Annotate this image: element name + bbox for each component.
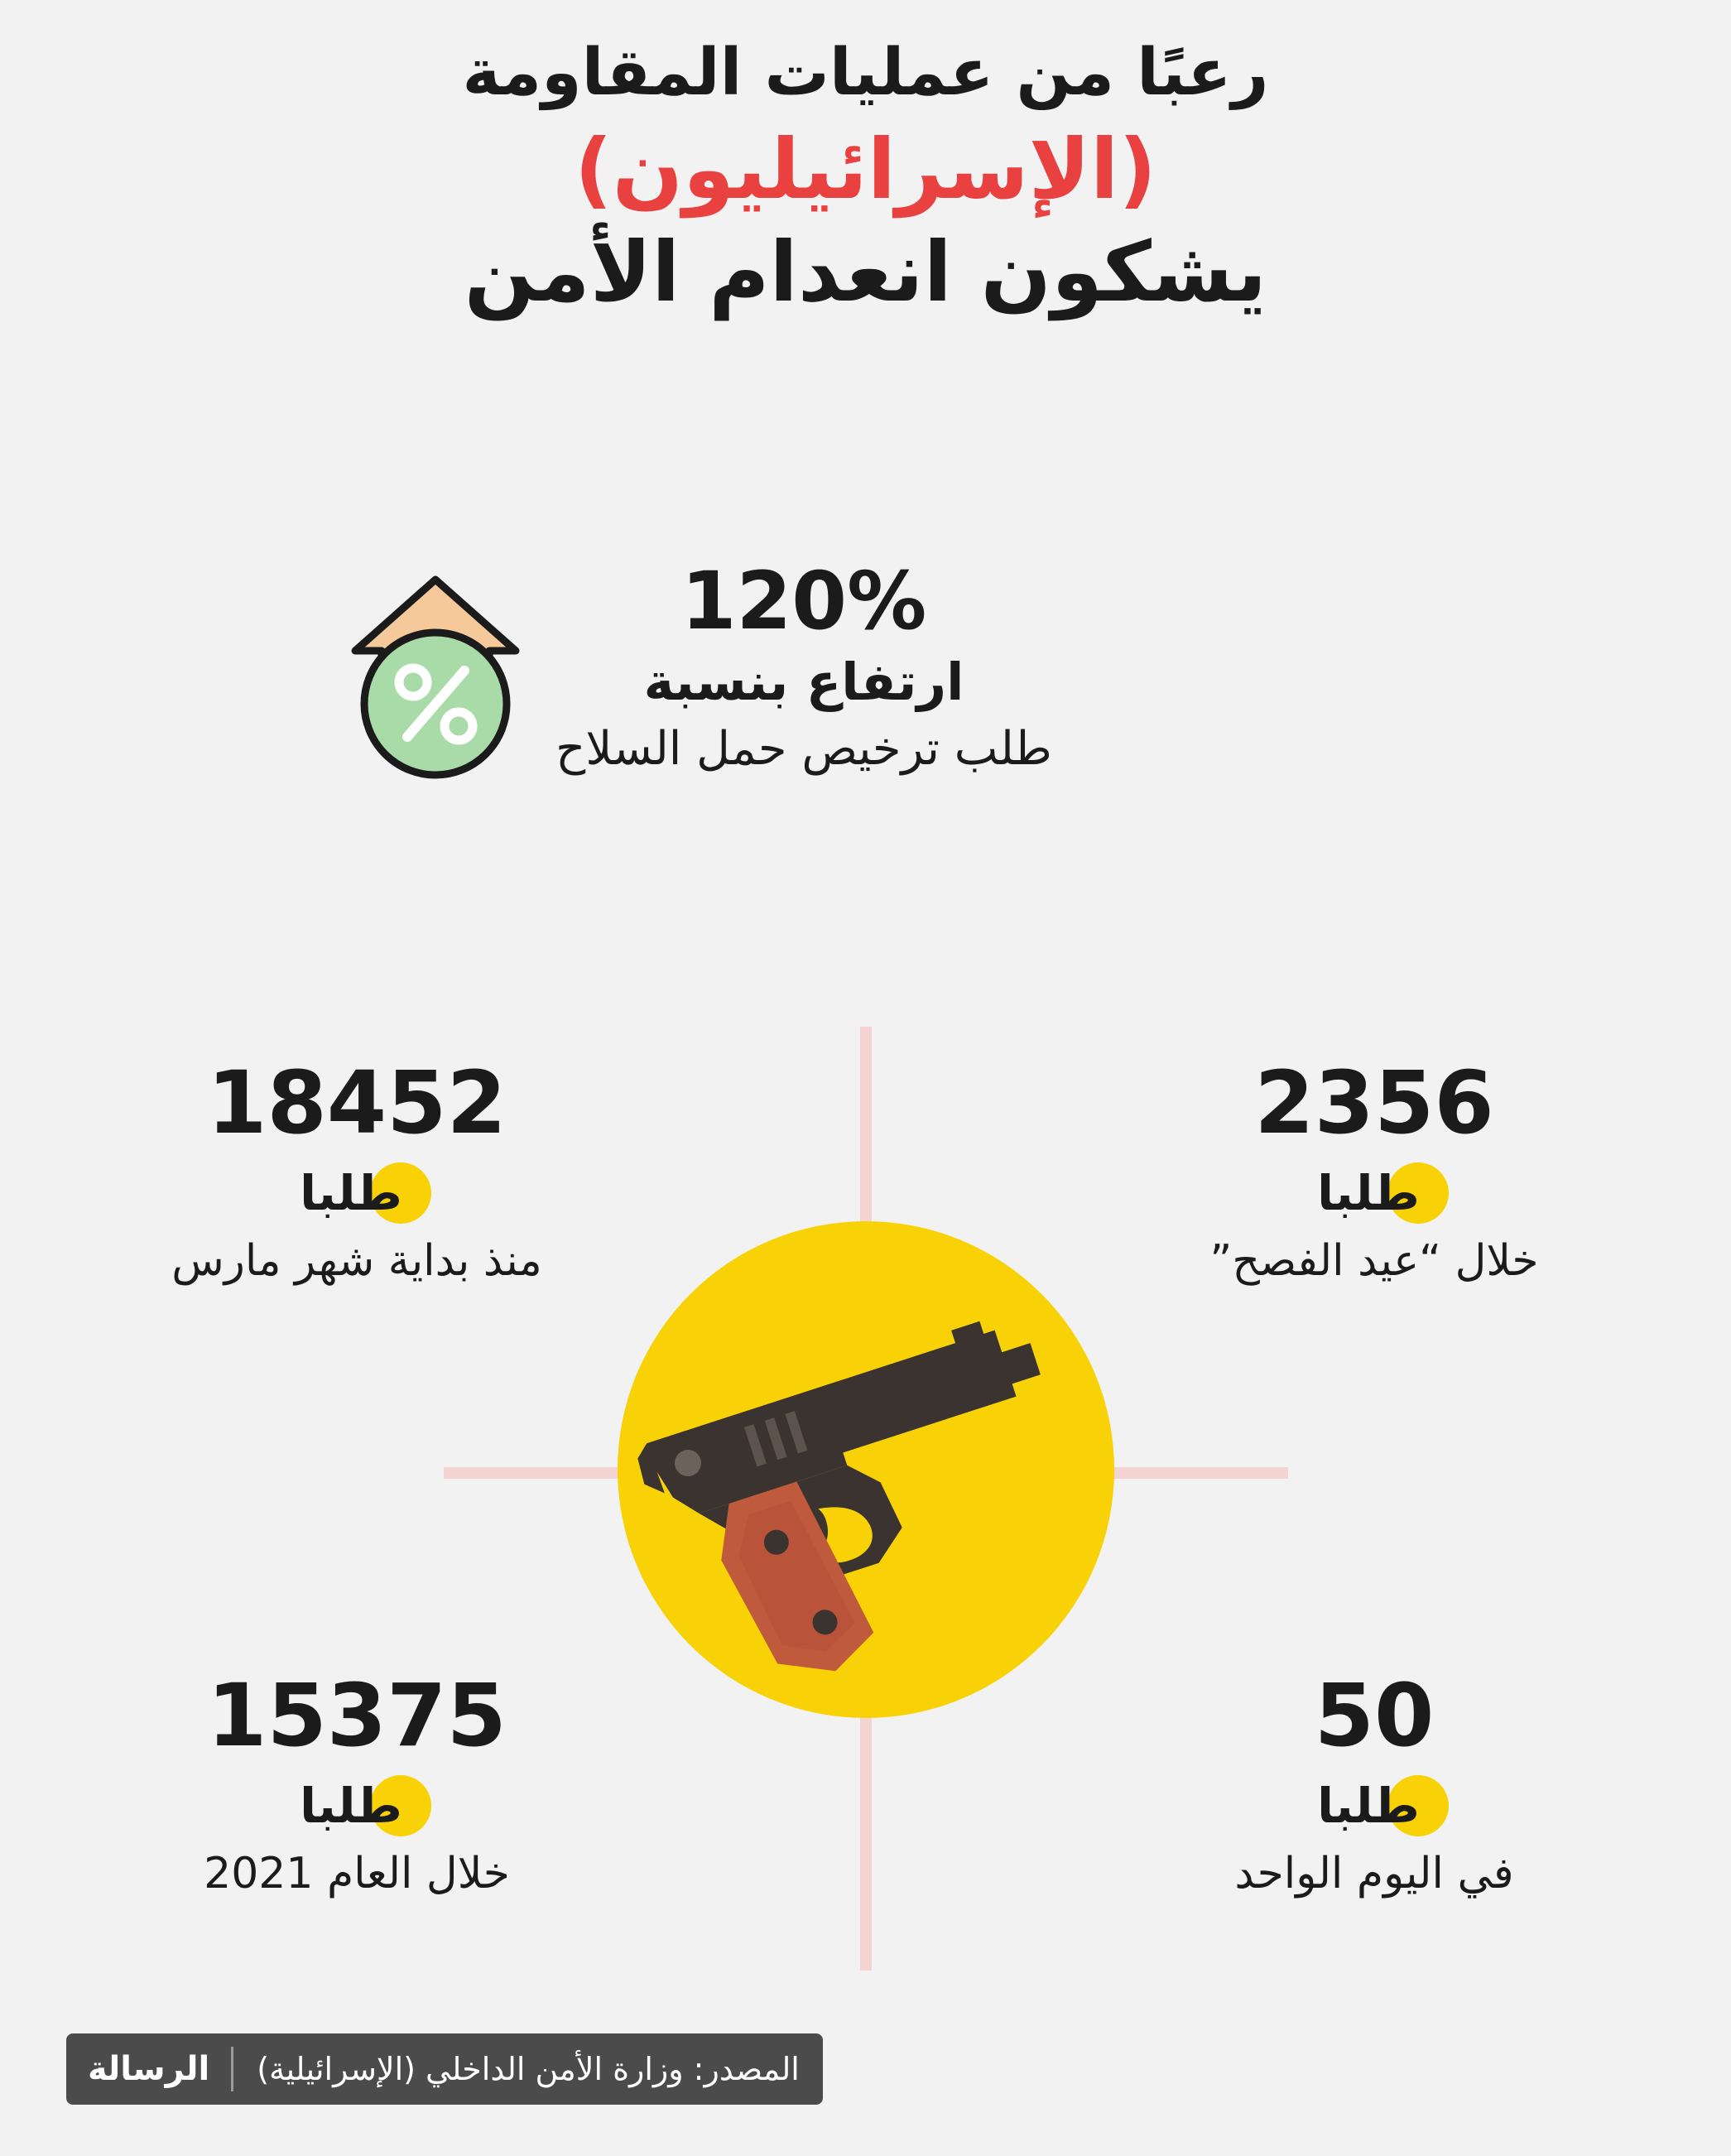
handgun-icon	[601, 1238, 1131, 1701]
stat-unit-label: طلبا	[1317, 1778, 1420, 1834]
headline-line1: رعبًا من عمليات المقاومة	[462, 36, 1269, 110]
stat-description: في اليوم الواحد	[1234, 1849, 1514, 1899]
stat-unit-label: طلبا	[300, 1778, 402, 1834]
percent-increase-block	[0, 553, 1731, 801]
stat-unit-pill	[84, 1770, 630, 1841]
stat-description: منذ بداية شهر مارس	[171, 1236, 542, 1286]
stat-unit-pill	[1101, 1157, 1647, 1229]
percent-text-group	[340, 555, 1267, 777]
stat-unit-pill	[1101, 1770, 1647, 1841]
stat-description: خلال العام 2021	[204, 1849, 510, 1899]
stat-since-march	[84, 1052, 630, 1287]
stat-per-day	[1101, 1665, 1647, 1899]
footer-divider	[231, 2047, 233, 2091]
headline-line3: يشكون انعدام الأمن	[464, 223, 1267, 320]
stat-unit-pill	[84, 1157, 630, 1229]
stat-unit-label: طلبا	[300, 1165, 402, 1221]
stat-description: خلال “عيد الفصح”	[1209, 1236, 1539, 1286]
stat-number: 2356	[1254, 1052, 1494, 1153]
publisher-logo: الرسالة	[88, 2050, 210, 2088]
percent-label: ارتفاع بنسبة	[643, 652, 964, 712]
stat-number: 15375	[207, 1665, 507, 1766]
headline-line2: (الإسرائيليون)	[574, 120, 1157, 218]
stat-passover	[1101, 1052, 1647, 1287]
source-label: المصدر: وزارة الأمن الداخلي (الإسرائيلية)	[257, 2051, 800, 2087]
stat-number: 50	[1314, 1665, 1435, 1766]
page-title	[0, 33, 1731, 323]
percent-value: 120%	[680, 555, 927, 647]
stat-number: 18452	[207, 1052, 507, 1153]
footer-source-bar	[66, 2033, 823, 2105]
stat-year-2021	[84, 1665, 630, 1899]
percent-subtitle: طلب ترخيص حمل السلاح	[555, 722, 1052, 777]
stat-unit-label: طلبا	[1317, 1165, 1420, 1221]
